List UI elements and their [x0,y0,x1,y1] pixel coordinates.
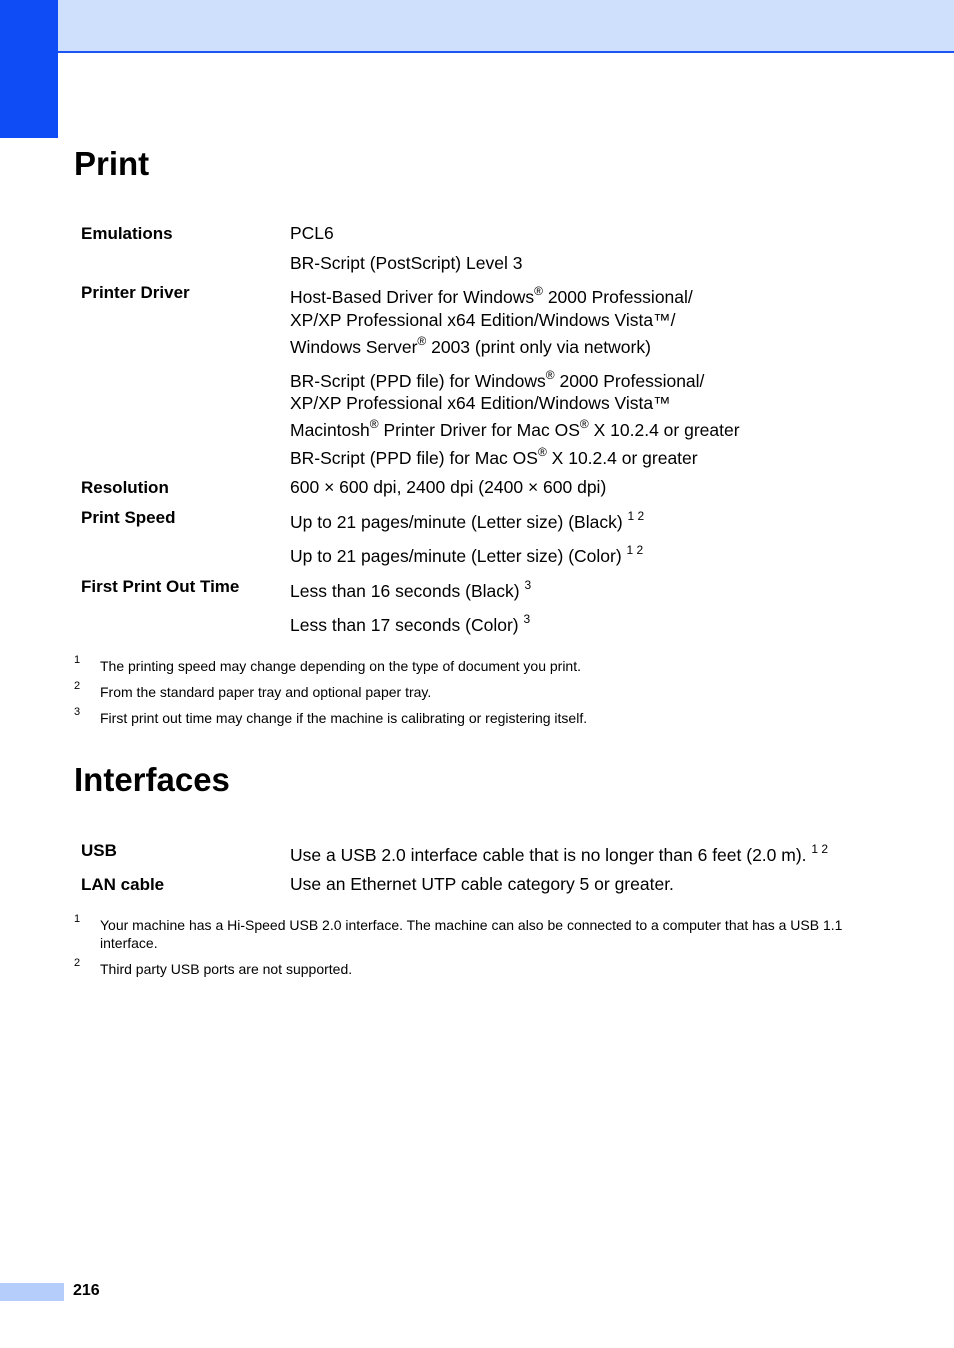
footnote-number: 1 [74,913,81,925]
header-band [58,0,954,53]
emulation-pcl6: PCL6 [290,223,334,243]
first-print-label: First Print Out Time [81,577,240,596]
print-speed-black: Up to 21 pages/minute (Letter size) (Black) $^{1 2}$ [290,509,645,532]
emulations-label: Emulations [81,224,173,243]
footnote-text: From the standard paper tray and optional paper tray. [100,684,432,700]
resolution-label: Resolution [81,478,169,497]
footnote-text: First print out time may change if the machine is calibrating or registering itself. [100,710,588,726]
section-title-interfaces: Interfaces [74,761,230,798]
resolution-value: 600 × 600 dpi, 2400 dpi (2400 × 600 dpi) [290,477,607,497]
page-number: 216 [73,1282,100,1299]
usb-label: USB [81,841,117,860]
section-title-print: Print [74,145,150,182]
driver-brscript-mac: BR-Script (PPD file) for Mac OS® X 10.2.4 or greater [290,445,698,468]
lan-cable-value: Use an Ethernet UTP cable category 5 or greater. [290,874,674,894]
print-speed-color: Up to 21 pages/minute (Letter size) (Color) $^{1 2}$ [290,543,644,566]
emulation-brscript: BR-Script (PostScript) Level 3 [290,253,523,273]
footnote-text: The printing speed may change depending on the type of document you print. [100,658,581,674]
driver-brscript-line1: BR-Script (PPD file) for Windows® 2000 Professional/ [290,368,705,391]
first-print-color: Less than 17 seconds (Color) $^3$ [290,612,531,635]
print-speed-label: Print Speed [81,508,176,527]
printer-driver-label: Printer Driver [81,283,190,302]
footnote-number: 3 [74,706,81,718]
usb-value: Use a USB 2.0 interface cable that is no longer than 6 feet (2.0 m). $^{1 2}$ [290,842,829,865]
footnote-text: Your machine has a Hi-Speed USB 2.0 interface. The machine can also be connected to a computer that has a USB 1.1 interface. [100,917,843,951]
driver-hostbased-line1: Host-Based Driver for Windows® 2000 Professional/ [290,284,693,307]
footnote-number: 2 [74,680,81,692]
chapter-tab [0,0,58,138]
first-print-black: Less than 16 seconds (Black) $^3$ [290,578,532,601]
driver-hostbased-line2: XP/XP Professional x64 Edition/Windows Vista™/ [290,310,676,330]
driver-brscript-line2: XP/XP Professional x64 Edition/Windows Vista™ [290,393,671,413]
driver-hostbased-line3: Windows Server® 2003 (print only via network) [290,334,651,357]
driver-macintosh: Macintosh® Printer Driver for Mac OS® X 10.2.4 or greater [290,417,740,440]
footnote-number: 2 [74,957,81,969]
footnote-text: Third party USB ports are not supported. [100,961,353,977]
footer-band [0,1283,64,1301]
lan-cable-label: LAN cable [81,875,165,894]
footnote-number: 1 [74,654,81,666]
